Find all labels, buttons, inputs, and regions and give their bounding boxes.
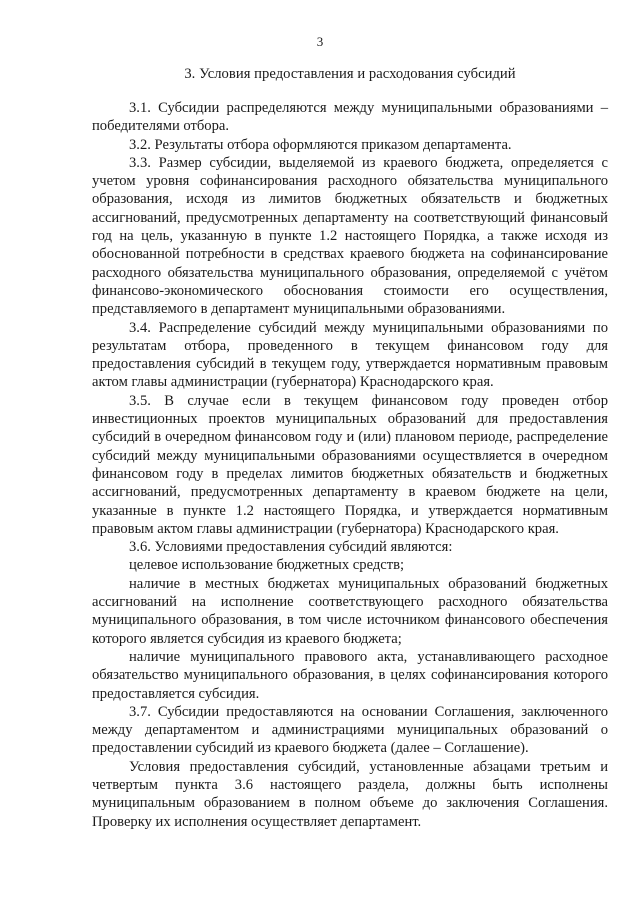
paragraph-3-3: 3.3. Размер субсидии, выделяемой из краевого бюджета, определяется с учетом уровня софинансирования расходного обязательства муниципального образования, исходя из лимитов бюджетных обязательств и бюджетных ассигнований, предусмотренных департаменту на соответствующий финансовый год на цель, указанную в пункте 1.2 настоящего Порядка, а также исходя из обоснованной потребности в средствах краевого бюджета на софинансирование расходного обязательства муниципального образования, определяемой с учётом финансово-экономического обоснования стоимости его осуществления, представляемого в департамент муниципальными образованиями. <box>92 154 608 318</box>
paragraph-3-6-condition-2: наличие в местных бюджетах муниципальных образований бюджетных ассигнований на исполнение соответствующего расходного обязательства муниципального образования, в том числе источником финансового обеспечения которого является субсидия из краевого бюджета; <box>92 575 608 647</box>
paragraph-3-7-conditions: Условия предоставления субсидий, установленные абзацами третьим и четвертым пункта 3.6 настоящего раздела, должны быть исполнены муниципальным образованием в полном объеме до заключения Соглашения. Проверку их исполнения осуществляет департамент. <box>92 758 608 830</box>
paragraph-3-5: 3.5. В случае если в текущем финансовом году проведен отбор инвестиционных проектов муниципальных образований для предоставления субсидий в очередном финансовом году и (или) плановом периоде, распределение субсидий между муниципальными образованиями осуществляется в очередном финансовом году в пределах лимитов бюджетных обязательств и бюджетных ассигнований, предусмотренных департаменту в краевом бюджете на цели, указанные в пункте 1.2 настоящего Порядка, и утверждается нормативным правовым актом главы администрации (губернатора) Краснодарского края. <box>92 392 608 537</box>
section-title: 3. Условия предоставления и расходования субсидий <box>184 66 516 82</box>
paragraph-3-6-condition-1: целевое использование бюджетных средств; <box>129 557 405 574</box>
paragraph-3-6-condition-3: наличие муниципального правового акта, устанавливающего расходное обязательство муниципального образования, в целях софинансирования которого предоставляется субсидия. <box>92 648 608 702</box>
paragraph-3-6: 3.6. Условиями предоставления субсидий являются: <box>129 539 453 556</box>
paragraph-3-1: 3.1. Субсидии распределяются между муниципальными образованиями – победителями отбора. <box>92 100 608 135</box>
page-number: 3 <box>316 34 324 49</box>
paragraph-3-7: 3.7. Субсидии предоставляются на основании Соглашения, заключенного между департаментом и администрациями муниципальных образований о предоставлении субсидий из краевого бюджета (далее – Соглашение). <box>92 703 608 757</box>
paragraph-3-4: 3.4. Распределение субсидий между муниципальными образованиями по результатам отбора, проведенного в текущем финансовом году для предоставления субсидий в текущем году, утверждается нормативным правовым актом главы администрации (губернатора) Краснодарского края. <box>92 319 608 391</box>
paragraph-3-2: 3.2. Результаты отбора оформляются приказом департамента. <box>129 136 512 153</box>
document-body <box>92 99 608 831</box>
